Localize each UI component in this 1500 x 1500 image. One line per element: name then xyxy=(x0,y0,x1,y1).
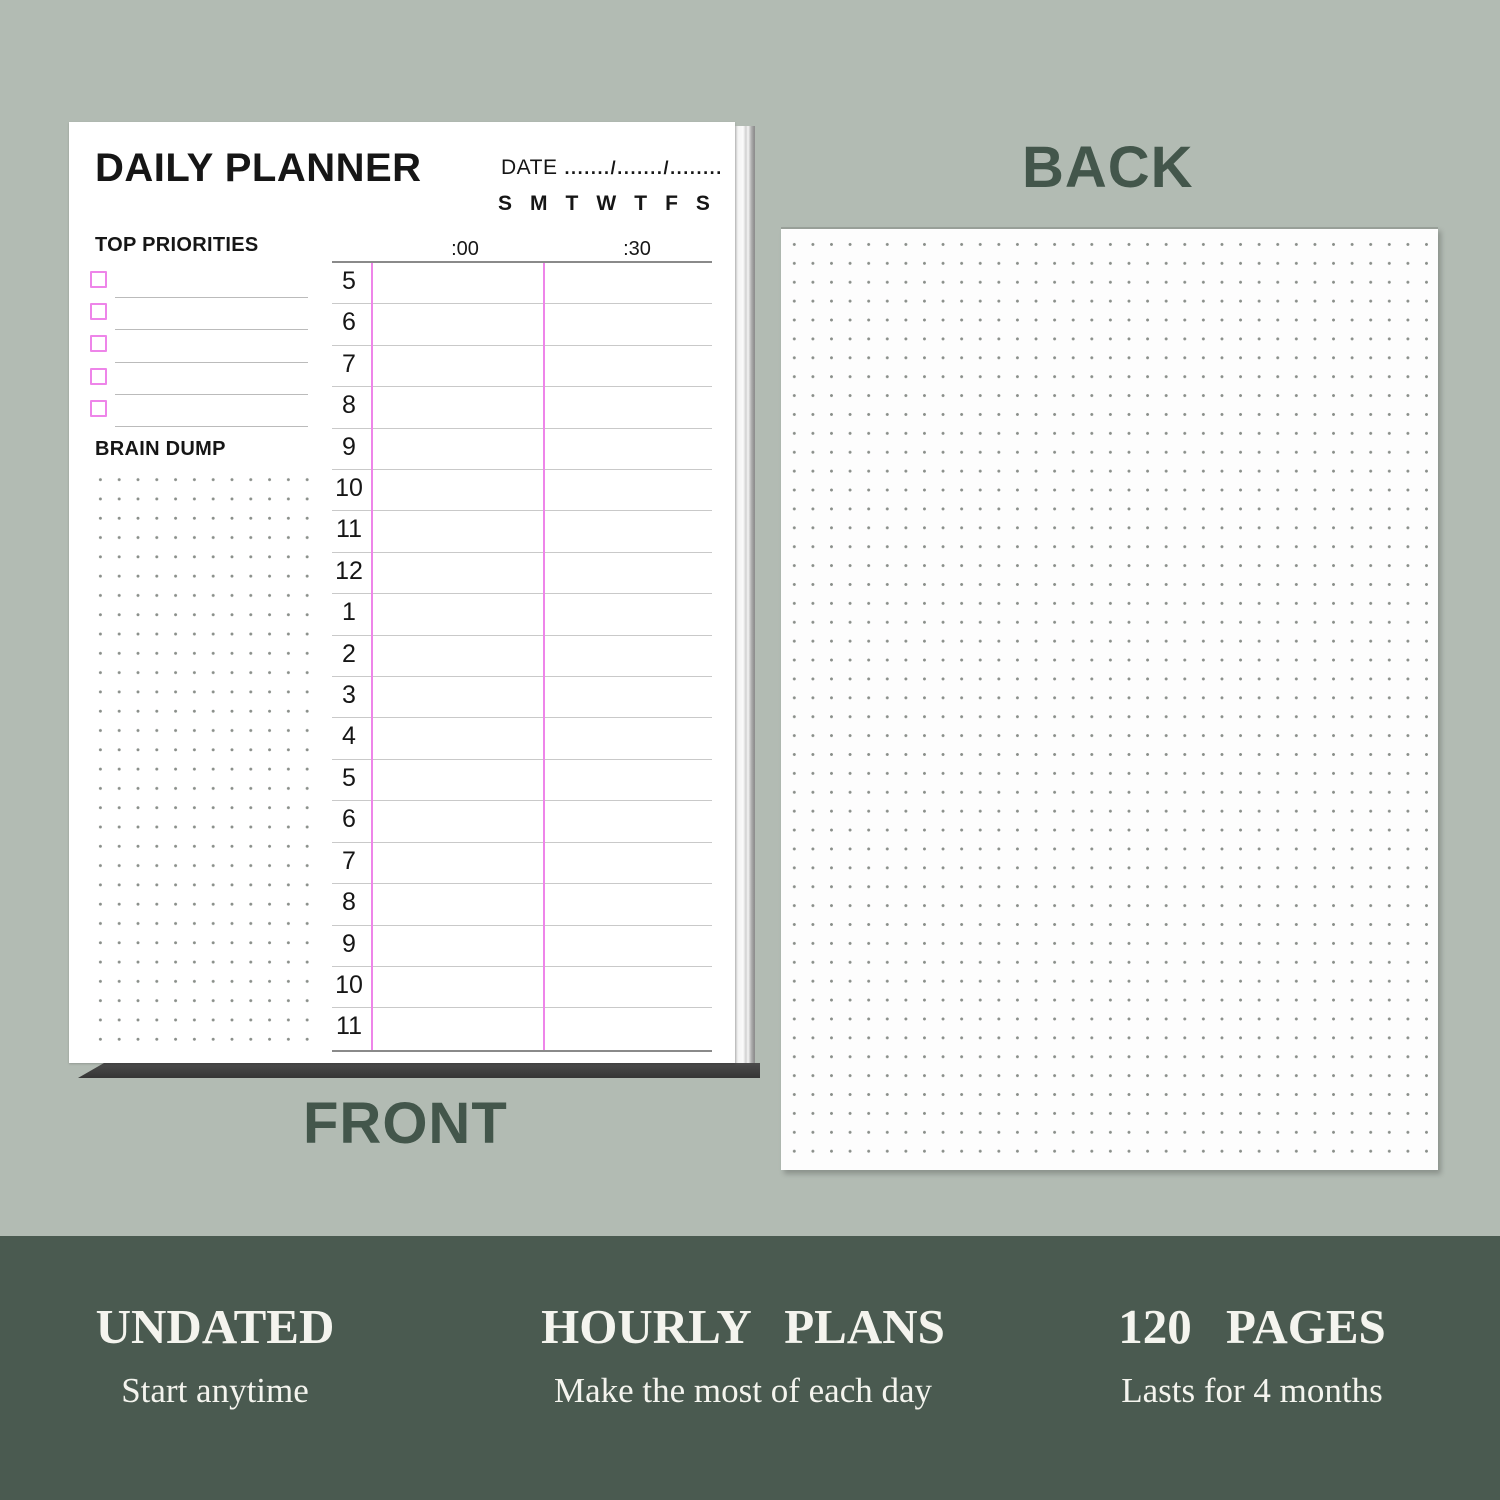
week-day-letter: S xyxy=(695,192,710,215)
brain-dump-label: BRAIN DUMP xyxy=(95,438,226,460)
schedule-half-hour-column-header: :30 xyxy=(623,238,651,260)
priority-writing-line xyxy=(115,329,308,330)
schedule-row xyxy=(332,304,712,345)
back-page-dot-grid xyxy=(785,235,1434,1164)
planner-title: DAILY PLANNER xyxy=(95,146,422,190)
schedule-row xyxy=(332,884,712,925)
schedule-row xyxy=(332,801,712,842)
schedule-row xyxy=(332,760,712,801)
priority-row xyxy=(69,367,319,399)
schedule-row xyxy=(332,553,712,594)
back-caption: BACK xyxy=(1022,135,1194,200)
schedule-hour-label: 2 xyxy=(342,639,356,668)
priority-row xyxy=(69,399,319,431)
hourly-schedule xyxy=(332,238,712,1052)
schedule-hour-label: 9 xyxy=(342,929,356,958)
schedule-hour-label: 7 xyxy=(342,846,356,875)
feature-subtitle: Make the most of each day xyxy=(553,1371,933,1410)
schedule-header xyxy=(332,238,712,261)
week-day-letter: T xyxy=(565,192,579,215)
date-row xyxy=(501,156,723,180)
schedule-hour-divider-line xyxy=(371,263,373,1050)
priority-checkbox-icon xyxy=(90,335,107,352)
schedule-hour-label: 8 xyxy=(342,888,356,917)
schedule-hour-label: 12 xyxy=(335,556,363,585)
schedule-hour-label: 10 xyxy=(335,474,363,503)
week-day-letter: W xyxy=(596,192,617,215)
priority-writing-line xyxy=(115,426,308,427)
schedule-hour-column-header: :00 xyxy=(451,238,479,260)
front-caption: FRONT xyxy=(303,1091,508,1156)
schedule-row xyxy=(332,677,712,718)
schedule-hour-label: 11 xyxy=(336,515,362,544)
schedule-hour-label: 6 xyxy=(342,805,356,834)
priority-writing-line xyxy=(115,362,308,363)
schedule-row xyxy=(332,346,712,387)
feature-undated xyxy=(95,1299,335,1410)
priority-checkbox-icon xyxy=(90,400,107,417)
front-planner-page xyxy=(69,122,735,1063)
schedule-hour-label: 5 xyxy=(342,763,356,792)
priority-writing-line xyxy=(115,297,308,298)
schedule-hour-label: 6 xyxy=(342,308,356,337)
schedule-hour-label: 5 xyxy=(342,267,356,295)
schedule-row xyxy=(332,967,712,1008)
back-dot-grid-page xyxy=(781,227,1438,1170)
schedule-row xyxy=(332,594,712,635)
week-days-row xyxy=(498,192,710,216)
front-pad-stacked-pages-edge xyxy=(735,126,755,1073)
week-day-letter: M xyxy=(530,192,548,215)
schedule-hour-label: 11 xyxy=(336,1012,362,1041)
schedule-hour-label: 8 xyxy=(342,391,356,420)
feature-subtitle: Start anytime xyxy=(121,1371,309,1410)
priority-checkbox-icon xyxy=(90,303,107,320)
schedule-half-hour-divider-line xyxy=(543,263,545,1050)
priority-row xyxy=(69,270,319,302)
schedule-hour-label: 3 xyxy=(342,681,356,710)
week-day-letter: S xyxy=(498,192,513,215)
schedule-row xyxy=(332,718,712,759)
schedule-table xyxy=(332,261,712,1052)
priority-writing-line xyxy=(115,394,308,395)
feature-title: 120 PAGES xyxy=(1118,1299,1386,1354)
priority-checkbox-icon xyxy=(90,271,107,288)
feature-hourly-plans xyxy=(541,1299,945,1410)
schedule-row xyxy=(332,263,712,304)
schedule-row xyxy=(332,387,712,428)
priority-checkbox-icon xyxy=(90,368,107,385)
schedule-hour-label: 7 xyxy=(342,349,356,378)
schedule-hour-label: 9 xyxy=(342,432,356,461)
date-label: DATE xyxy=(501,156,558,179)
week-day-letter: T xyxy=(634,192,648,215)
feature-120-pages xyxy=(1118,1299,1386,1410)
top-priorities-label: TOP PRIORITIES xyxy=(95,234,259,256)
date-fill-in-line: ......./......./........ xyxy=(564,158,723,178)
schedule-row xyxy=(332,429,712,470)
front-pad-bottom-shadow-edge xyxy=(78,1063,760,1078)
schedule-row xyxy=(332,843,712,884)
priority-row xyxy=(69,334,319,366)
feature-title: HOURLY PLANS xyxy=(541,1299,945,1354)
feature-subtitle: Lasts for 4 months xyxy=(1121,1371,1383,1410)
schedule-hour-label: 1 xyxy=(342,598,356,627)
schedule-hour-label: 4 xyxy=(342,722,356,751)
schedule-row xyxy=(332,926,712,967)
brain-dump-dot-grid xyxy=(91,470,317,1046)
priority-row xyxy=(69,302,319,334)
week-day-letter: F xyxy=(665,192,678,215)
schedule-hour-label: 10 xyxy=(335,970,363,999)
schedule-row xyxy=(332,470,712,511)
priorities-list xyxy=(69,270,319,431)
schedule-row xyxy=(332,1008,712,1049)
feature-title: UNDATED xyxy=(95,1299,335,1354)
schedule-row xyxy=(332,511,712,552)
schedule-row xyxy=(332,636,712,677)
features-band xyxy=(0,1236,1500,1500)
